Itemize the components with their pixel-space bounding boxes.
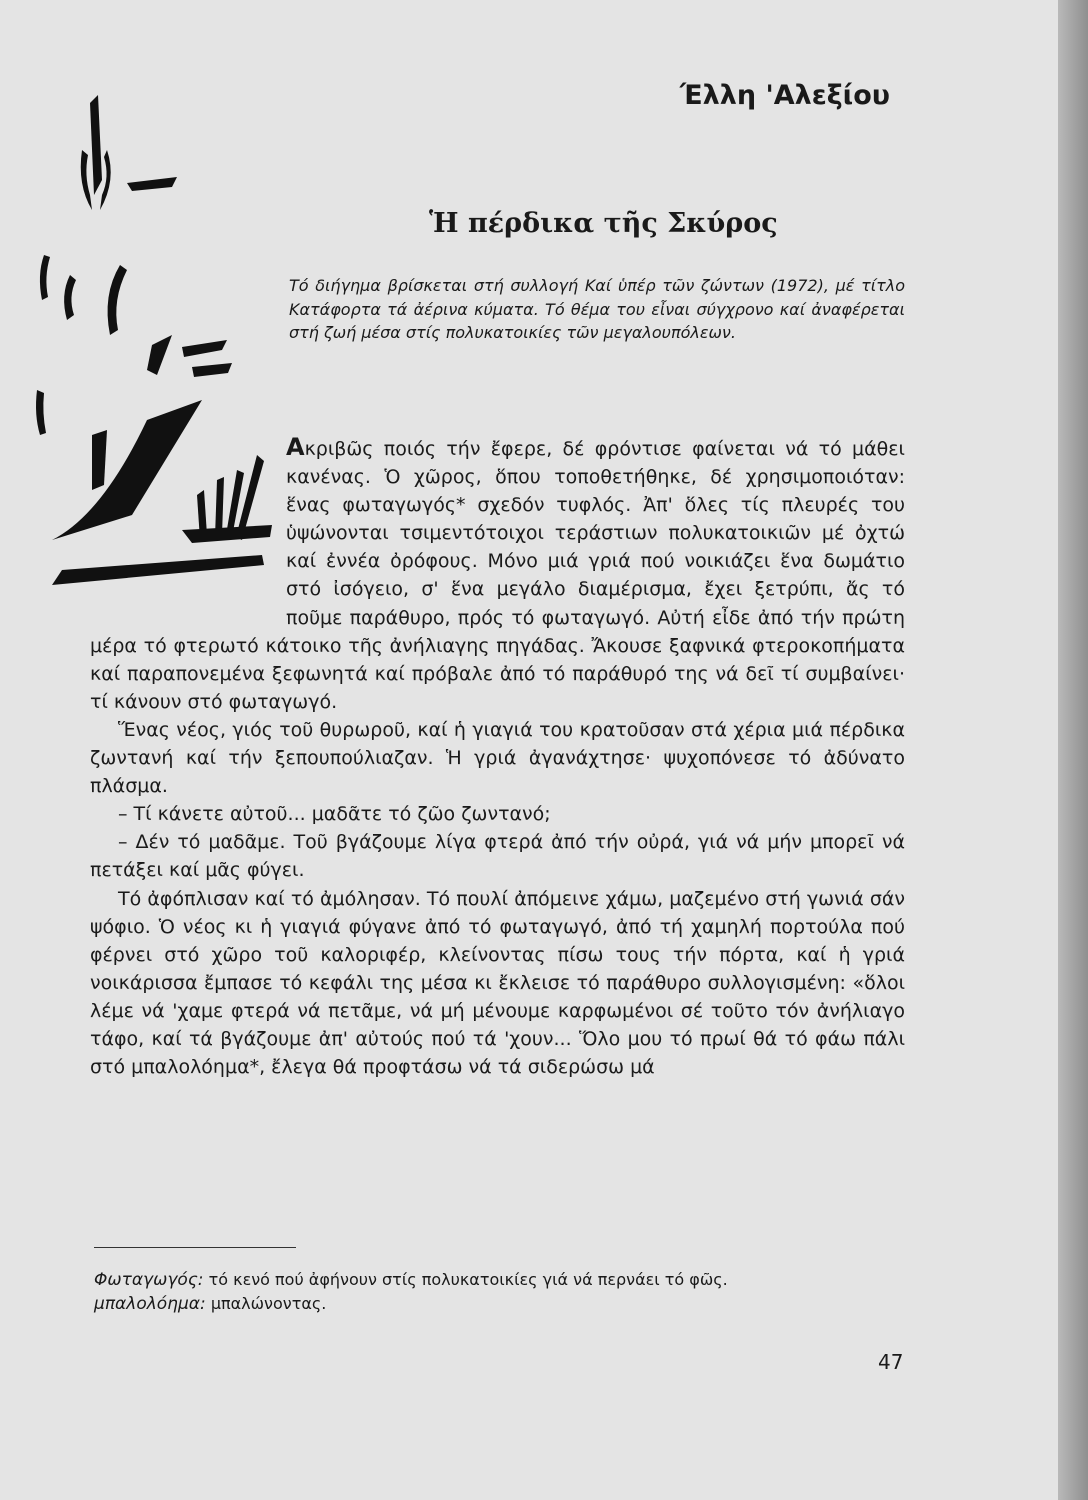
dialogue-line: – Δέν τό μαδᾶμε. Τοῦ βγάζουμε λίγα φτερά ἀπό τήν οὐρά, γιά νά μήν μπορεῖ νά πετάξει καί μᾶς φύγει. bbox=[90, 831, 905, 882]
footnote-text: μπαλώνοντας. bbox=[210, 1294, 327, 1313]
paragraph: Τό ἀφόπλισαν καί τό ἀμόλησαν. Τό πουλί ἀπόμεινε χάμω, μαζεμένο στή γωνιά σάν ψόφιο. Ὁ νέος κι ἡ γιαγιά φύγανε ἀπό τό φωταγωγό, ἀπό τή χαμηλή πορτούλα πού φέρνει στό χῶρο τοῦ καλοριφέρ, κλείνοντας πίσω τους τήν πόρτα, καί ἡ γριά νοικάρισσα ἔμπασε τό κεφάλι της μέσα κι ἔκλεισε τό παράθυρο συλλογισμένη: «ὅλοι λέμε νά 'χαμε φτερά νά πετᾶμε, νά μή μένουμε καρφωμένοι σέ τοῦτο τόν ἀνήλιαγο τάφο, καί τά βγάζουμε ἀπ' αὐτούς πού τά 'χουν... Ὅλο μου τό πρωί θά τό φάω πάλι στό μπαλολόημα*, ἔλεγα θά προφτάσω νά τά σιδερώσω μά bbox=[90, 887, 905, 1079]
footnote-term: Φωταγωγός: bbox=[94, 1270, 204, 1290]
story-title: Ἡ πέρδικα τῆς Σκύρος bbox=[429, 208, 778, 239]
footnote bbox=[94, 1292, 924, 1316]
page-number: 47 bbox=[878, 1350, 904, 1374]
footnote-divider bbox=[94, 1247, 296, 1248]
story-body bbox=[90, 433, 905, 1081]
story-intro: Τό διήγημα βρίσκεται στή συλλογή Καί ὑπέρ τῶν ζώντων (1972), μέ τίτλο Κατάφορτα τά ἀέρινα κύματα. Τό θέμα του εἶναι σύγχρονο καί ἀναφέρεται στή ζωή μέσα στίς πολυκατοικίες τῶν μεγαλουπόλεων. bbox=[289, 276, 905, 342]
footnotes bbox=[94, 1268, 924, 1316]
drop-cap: Α bbox=[286, 433, 305, 461]
dialogue-line: – Τί κάνετε αὐτοῦ... μαδᾶτε τό ζῶο ζωντανό; bbox=[118, 803, 551, 826]
paragraph: Ἕνας νέος, γιός τοῦ θυρωροῦ, καί ἡ γιαγιά του κρατοῦσαν στά χέρια μιά πέρδικα ζωντανή καί τήν ξεπουπούλιαζαν. Ἡ γριά ἀγανάχτησε· ψυχοπόνεσε τό ἀδύνατο πλάσμα. bbox=[90, 718, 905, 798]
paragraph-text: κριβῶς ποιός τήν ἔφερε, δέ φρόντισε φαίνεται νά τό μάθει κανένας. Ὁ χῶρος, ὅπου τοποθετήθηκε, δέ χρησιμοποιόταν: ἕνας φωταγωγός* σχεδόν τυφλός. Ἀπ' ὅλες τίς πλευρές του ὑψώνονται τσιμεντότοιχοι τεράστιων πολυκατοικιῶν μέ ὀχτώ καί ἐννέα ὀρόφους. Μόνο μιά γριά πού νοικιάζει ἕνα δωμάτιο στό ἰσόγειο, σ' ἕνα μεγάλο διαμέρισμα, ἔχει ξετρύπι, ἄς τό ποῦμε παράθυρο, πρός τό φωταγωγό. Αὐτή εἶδε ἀπό τήν πρώτη μέρα τό φτερωτό κάτοικο τῆς ἀνήλιαγης πηγάδας. Ἄκουσε ξαφνικά φτεροκοπήματα καί παραπονεμένα ξεφωνητά καί πρόβαλε ἀπό τό παράθυρό της νά δεῖ τί συμβαίνει· τί κάνουν στό φωταγωγό. bbox=[90, 438, 905, 713]
author-name: Έλλη 'Αλεξίου bbox=[679, 80, 890, 111]
book-spine-shadow bbox=[1058, 0, 1088, 1500]
ornament-spacer bbox=[90, 433, 286, 615]
footnote-text: τό κενό πού ἀφήνουν στίς πολυκατοικίες γιά νά περνάει τό φῶς. bbox=[208, 1270, 728, 1289]
footnote-term: μπαλολόημα: bbox=[94, 1294, 206, 1314]
footnote bbox=[94, 1268, 924, 1292]
